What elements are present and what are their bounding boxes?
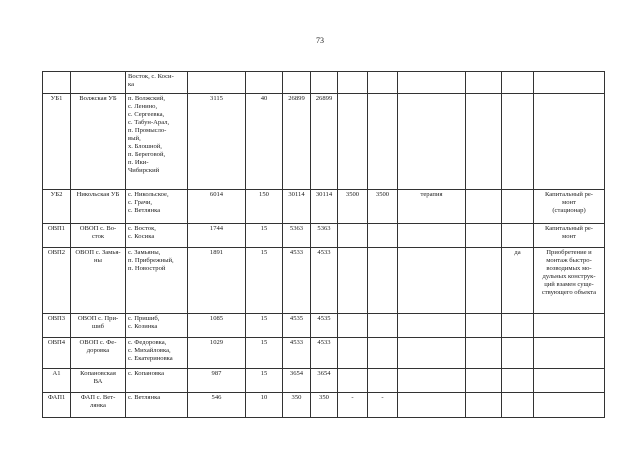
cell-name: ОВОП с. При- шиб xyxy=(71,314,126,338)
cell-c1 xyxy=(338,369,368,393)
cell-pop: 987 xyxy=(188,369,246,393)
cell-locations: с. Копановка xyxy=(126,369,188,393)
cell-pop: 1085 xyxy=(188,314,246,338)
cell-c2 xyxy=(368,369,398,393)
cell-empty xyxy=(466,72,502,94)
cell-v1: 5363 xyxy=(283,224,311,248)
cell-v1: 3654 xyxy=(283,369,311,393)
cell-c1 xyxy=(338,224,368,248)
cell-c1 xyxy=(338,314,368,338)
cell-beds: 15 xyxy=(246,248,283,314)
cell-beds: 15 xyxy=(246,338,283,369)
cell-profile xyxy=(398,369,466,393)
cell-code: ОВП4 xyxy=(43,338,71,369)
cell-flag xyxy=(502,369,534,393)
cell-beds xyxy=(246,72,283,94)
cell-beds: 10 xyxy=(246,393,283,418)
cell-code: ОВП3 xyxy=(43,314,71,338)
cell-pop: 1891 xyxy=(188,248,246,314)
cell-c1 xyxy=(338,338,368,369)
table-row xyxy=(43,338,605,369)
cell-name: Никольская УБ xyxy=(71,190,126,224)
cell-note xyxy=(534,72,605,94)
cell-profile xyxy=(398,248,466,314)
cell-profile xyxy=(398,94,466,190)
cell-name: ОВОП с. Во- сток xyxy=(71,224,126,248)
cell-v1: 350 xyxy=(283,393,311,418)
cell-empty xyxy=(466,314,502,338)
cell-v1: 4535 xyxy=(283,314,311,338)
cell-beds: 15 xyxy=(246,314,283,338)
cell-v2: 30114 xyxy=(311,190,338,224)
cell-flag xyxy=(502,314,534,338)
cell-empty xyxy=(466,224,502,248)
cell-c2 xyxy=(368,314,398,338)
cell-empty xyxy=(466,369,502,393)
cell-v2: 4533 xyxy=(311,338,338,369)
cell-name: Волжская УБ xyxy=(71,94,126,190)
cell-v2 xyxy=(311,72,338,94)
table-row xyxy=(43,314,605,338)
cell-c2 xyxy=(368,72,398,94)
cell-c2 xyxy=(368,248,398,314)
cell-pop: 546 xyxy=(188,393,246,418)
cell-beds: 150 xyxy=(246,190,283,224)
cell-locations: с. Никольское, с. Грачи, с. Ветлянка xyxy=(126,190,188,224)
cell-flag xyxy=(502,94,534,190)
cell-empty xyxy=(466,190,502,224)
cell-v1: 4533 xyxy=(283,248,311,314)
cell-beds: 40 xyxy=(246,94,283,190)
cell-profile xyxy=(398,224,466,248)
cell-c1 xyxy=(338,94,368,190)
cell-v2: 5363 xyxy=(311,224,338,248)
cell-v2: 3654 xyxy=(311,369,338,393)
table-row xyxy=(43,248,605,314)
cell-flag xyxy=(502,224,534,248)
cell-v1: 26899 xyxy=(283,94,311,190)
cell-code xyxy=(43,72,71,94)
cell-v1: 30114 xyxy=(283,190,311,224)
cell-code: УБ2 xyxy=(43,190,71,224)
cell-profile xyxy=(398,338,466,369)
facilities-table xyxy=(42,71,605,418)
cell-name: Копановская ВА xyxy=(71,369,126,393)
cell-c1: - xyxy=(338,393,368,418)
cell-name: ОВОП с. Замья- ны xyxy=(71,248,126,314)
cell-beds: 15 xyxy=(246,224,283,248)
cell-code: ОВП1 xyxy=(43,224,71,248)
cell-code: ОВП2 xyxy=(43,248,71,314)
cell-flag: да xyxy=(502,248,534,314)
cell-note xyxy=(534,338,605,369)
cell-locations: с. Замьяны, п. Прибрежный, п. Новострой xyxy=(126,248,188,314)
cell-flag xyxy=(502,72,534,94)
cell-v2: 350 xyxy=(311,393,338,418)
cell-v1 xyxy=(283,72,311,94)
cell-c2 xyxy=(368,338,398,369)
cell-locations: п. Волжский, с. Ленино, с. Сергеевка, с. Табун-Арал, п. Промысло- вый, х. Блошной, п. Береговой, п. Ики- Чибирский xyxy=(126,94,188,190)
cell-c2 xyxy=(368,224,398,248)
cell-note xyxy=(534,393,605,418)
cell-pop: 6014 xyxy=(188,190,246,224)
table-row xyxy=(43,72,605,94)
table-row xyxy=(43,224,605,248)
cell-flag xyxy=(502,393,534,418)
cell-empty xyxy=(466,338,502,369)
cell-pop: 1029 xyxy=(188,338,246,369)
cell-c2: 3500 xyxy=(368,190,398,224)
cell-code: УБ1 xyxy=(43,94,71,190)
cell-locations: с. Восток, с. Косика xyxy=(126,224,188,248)
table-row xyxy=(43,190,605,224)
cell-code: А1 xyxy=(43,369,71,393)
cell-empty xyxy=(466,94,502,190)
table-row xyxy=(43,369,605,393)
cell-v2: 4533 xyxy=(311,248,338,314)
cell-profile xyxy=(398,314,466,338)
cell-note: Капитальный ре- монт xyxy=(534,224,605,248)
cell-v2: 26899 xyxy=(311,94,338,190)
cell-note: Приобретение и монтаж быстро- возводимых мо- дульных конструк- ций взамен суще- ствующего объекта xyxy=(534,248,605,314)
cell-v1: 4533 xyxy=(283,338,311,369)
cell-locations: Восток, с. Коси- ка xyxy=(126,72,188,94)
cell-note xyxy=(534,369,605,393)
cell-c1 xyxy=(338,72,368,94)
cell-pop: 1744 xyxy=(188,224,246,248)
cell-v2: 4535 xyxy=(311,314,338,338)
cell-name: ФАП с. Вет- лянка xyxy=(71,393,126,418)
cell-profile xyxy=(398,393,466,418)
cell-locations: с. Федоровка, с. Михайловка, с. Екатериновка xyxy=(126,338,188,369)
cell-empty xyxy=(466,393,502,418)
cell-pop xyxy=(188,72,246,94)
cell-beds: 15 xyxy=(246,369,283,393)
cell-pop: 3115 xyxy=(188,94,246,190)
cell-empty xyxy=(466,248,502,314)
page-number: 73 xyxy=(316,36,324,45)
cell-code: ФАП1 xyxy=(43,393,71,418)
cell-flag xyxy=(502,190,534,224)
cell-c2: - xyxy=(368,393,398,418)
cell-name xyxy=(71,72,126,94)
cell-note: Капитальный ре- монт (стационар) xyxy=(534,190,605,224)
cell-locations: с. Пришиб, с. Козинка xyxy=(126,314,188,338)
cell-flag xyxy=(502,338,534,369)
cell-c1 xyxy=(338,248,368,314)
cell-note xyxy=(534,94,605,190)
cell-c2 xyxy=(368,94,398,190)
cell-note xyxy=(534,314,605,338)
table-row xyxy=(43,94,605,190)
cell-profile xyxy=(398,72,466,94)
cell-profile: терапия xyxy=(398,190,466,224)
table-row xyxy=(43,393,605,418)
cell-name: ОВОП с. Фе- доровка xyxy=(71,338,126,369)
cell-locations: с. Ветлянка xyxy=(126,393,188,418)
cell-c1: 3500 xyxy=(338,190,368,224)
